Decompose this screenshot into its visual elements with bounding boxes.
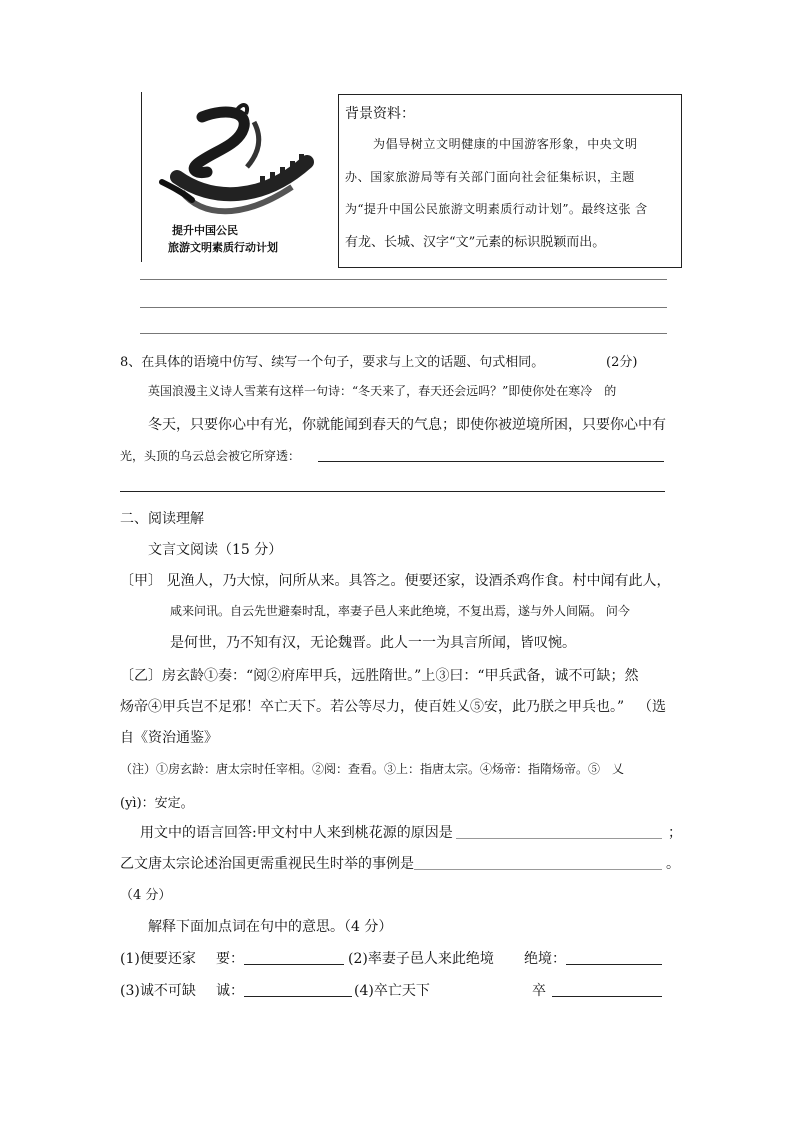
background-material-box [338,94,682,268]
q8-line-1: 英国浪漫主义诗人雪莱有这样一句诗：“冬天来了，春天还会远吗？”即使你处在寒冷 的 [148,384,617,398]
jia-line-3: 是何世，乃不知有汉，无论魏晋。此人一一为具言所闻，皆叹惋。 [170,635,576,651]
item-3-text: (3)诚不可缺 [120,983,196,999]
note-line-2: (yì)：安定。 [120,796,194,811]
item-3-answer-line[interactable] [244,996,352,997]
q8-answer-line-2[interactable] [120,491,665,492]
question-a1-answer-line[interactable] [456,838,662,839]
q8-title: 8、在具体的语境中仿写、续写一个句子，要求与上文的话题、句式相同。 [120,355,545,370]
background-title: 背景资料： [345,106,415,122]
jia-line-1: 〔甲〕 见渔人，乃大惊，问所从来。具答之。便要还家，设酒杀鸡作食。村中闻有此人， [120,573,671,589]
section-heading: 二、阅读理解 [120,511,204,527]
item-1-answer-line[interactable] [244,964,344,965]
item-1-text: (1)便要还家 [120,951,196,967]
question-b: 解释下面加点词在句中的意思。（4 分） [148,919,393,935]
answer-line-3[interactable] [140,333,667,334]
section-sub: 文言文阅读（15 分） [148,542,283,558]
item-2-text: (2)率妻子邑人来此绝境 [348,951,494,967]
item-1-word: 要： [216,951,244,967]
question-a1-end: ； [668,825,682,841]
background-line-3: 为“提升中国公民旅游文明素质行动计划”。最终这张 含 [345,202,648,216]
item-2-word: 绝境： [524,951,566,967]
item-4-word: 卒 [532,983,546,999]
item-3-word: 诚： [216,983,244,999]
q8-answer-line-1[interactable] [318,461,664,462]
yi-line-3: 自《资治通鉴》 [120,730,218,746]
item-4-text: (4)卒亡天下 [354,983,430,999]
background-line-1: 为倡导树立文明健康的中国游客形象，中央文明 [373,137,638,151]
item-2-answer-line[interactable] [566,964,662,965]
question-a-score: （4 分） [120,888,172,903]
question-a1: 用文中的语言回答:甲文村中人来到桃花源的原因是 [140,825,453,841]
background-line-2: 办、国家旅游局等有关部门面向社会征集标识，主题 [345,170,635,184]
q8-line-3: 光，头顶的乌云总会被它所穿透： [120,449,301,463]
background-line-4: 有龙、长城、汉字“文”元素的标识脱颖而出。 [345,235,606,250]
item-4-answer-line[interactable] [552,996,662,997]
yi-line-1: 〔乙〕房玄龄①奏：“阅②府库甲兵，远胜隋世。”上③曰：“甲兵武备，诚不可缺；然 [120,668,639,684]
logo-frame [141,92,332,262]
yi-line-2: 炀帝④甲兵岂不足邪！卒亡天下。若公等尽力，使百姓乂⑤安，此乃朕之甲兵也。” [120,699,625,715]
logo-caption-line1: 提升中国公民 [172,224,238,237]
note-line-1: （注）①房玄龄：唐太宗时任宰相。②阅：查看。③上：指唐太宗。④炀帝：指隋炀帝。⑤ 乂 [120,762,625,776]
q8-score: (2分) [606,355,638,370]
q8-line-2: 冬天，只要你心中有光，你就能闻到春天的气息；即使你被逆境所困，只要你心中有 [148,417,666,433]
jia-line-2: 咸来问讯。自云先世避秦时乱，率妻子邑人来此绝境，不复出焉，遂与外人间隔。 问今 [170,604,630,618]
question-a2-answer-line[interactable] [414,869,662,870]
question-a2-end: 。 [666,856,680,872]
yi-line-2-tail: （选 [638,699,666,715]
question-a2: 乙文唐太宗论述治国更需重视民生时举的事例是 [120,856,414,872]
answer-line-1[interactable] [140,279,667,280]
answer-line-2[interactable] [140,307,667,308]
logo-caption-line2: 旅游文明素质行动计划 [168,241,278,254]
